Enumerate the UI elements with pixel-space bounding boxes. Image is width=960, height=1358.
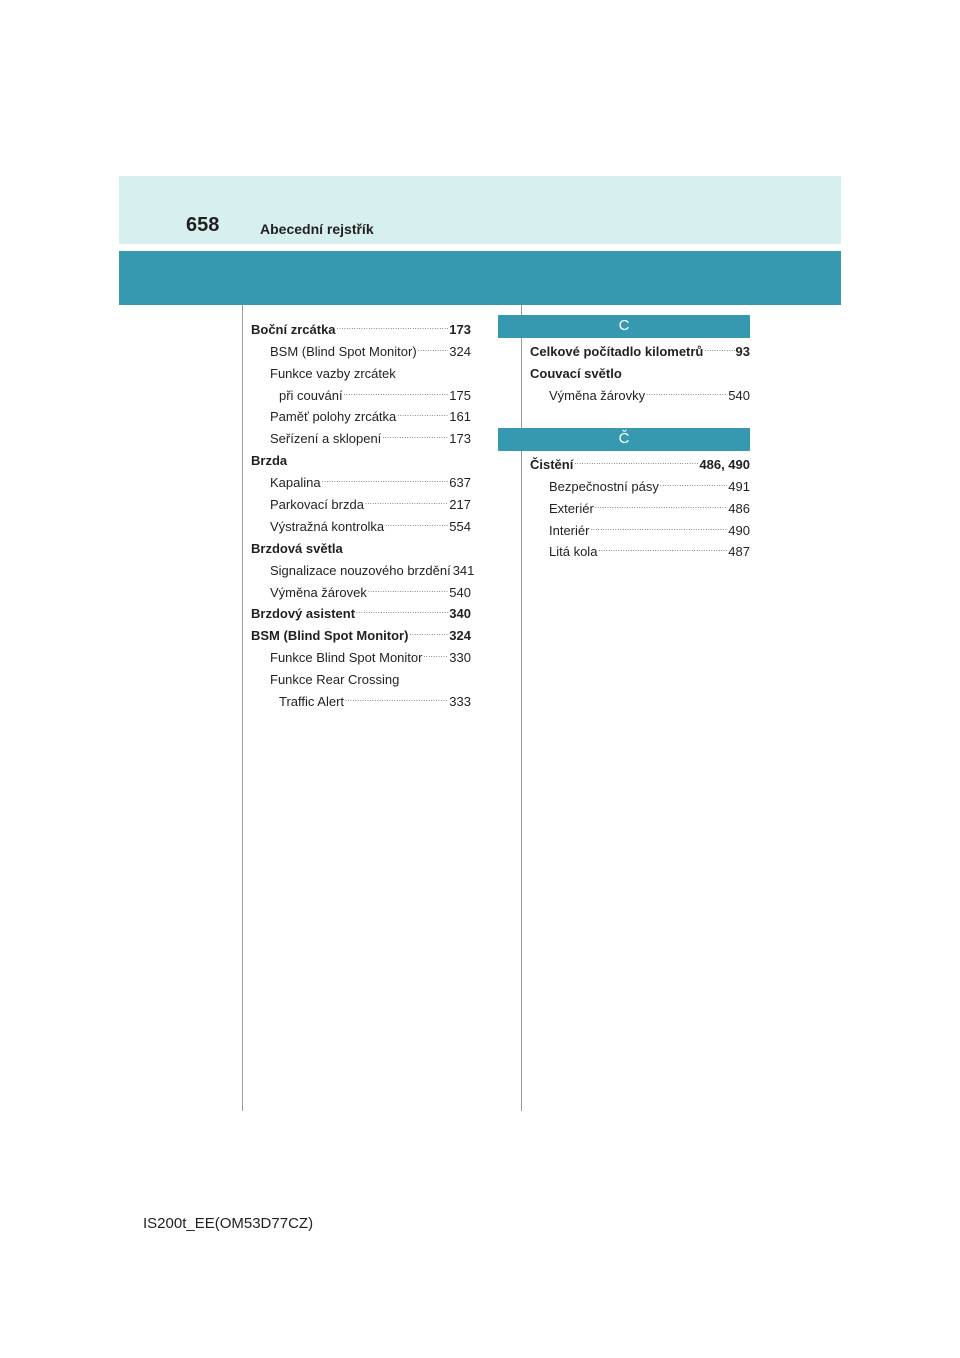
leader-dots (409, 626, 448, 642)
leader-dots (345, 692, 448, 708)
index-entry (251, 360, 471, 382)
leader-dots (344, 386, 449, 402)
index-entry-page: 486, 490 (699, 456, 750, 472)
index-entry (251, 447, 471, 469)
index-entry-label: Couvací světlo (530, 365, 622, 381)
index-entry-label: Parkovací brzda (270, 497, 364, 513)
leader-dots (385, 517, 448, 533)
index-entry-page: 491 (728, 478, 750, 494)
index-entry-label: Celkové počítadlo kilometrů (530, 343, 704, 359)
index-entry (251, 579, 471, 601)
leader-dots (595, 499, 728, 515)
index-entry (530, 473, 750, 495)
index-entry-page: 175 (449, 387, 471, 403)
index-entry-page: 324 (449, 343, 471, 359)
index-entry (530, 382, 750, 404)
index-entry-label: Seřízení a sklopení (270, 431, 382, 447)
index-entry-label: Bezpečnostní pásy (549, 478, 659, 494)
leader-dots (397, 407, 448, 423)
index-entry-label: Výměna žárovek (270, 584, 367, 600)
leader-dots (704, 342, 734, 358)
section-heading-c-caron: Č (498, 428, 750, 451)
document-code: IS200t_EE(OM53D77CZ) (143, 1215, 314, 1232)
index-entry (530, 338, 750, 360)
index-entry-page: 217 (449, 497, 471, 513)
index-entry (251, 469, 471, 491)
index-entry-label: Interiér (549, 522, 590, 538)
index-entry-label: Exteriér (549, 500, 594, 516)
index-entry-label: při couvání (279, 387, 343, 403)
index-entry-label: Kapalina (270, 475, 321, 491)
leader-dots (368, 583, 448, 599)
index-entry (251, 601, 471, 623)
index-entry-page: 93 (735, 343, 750, 359)
section-heading-c: C (498, 315, 750, 338)
index-entry-page: 173 (449, 431, 471, 447)
index-entry-page: 330 (449, 650, 471, 666)
index-entry (530, 539, 750, 561)
index-entry-label: Brzdový asistent (251, 606, 356, 622)
index-entry-label: BSM (Blind Spot Monitor) (251, 628, 409, 644)
index-entry (251, 644, 471, 666)
header-band (119, 176, 841, 244)
index-entry-label: Brzdová světla (251, 540, 343, 556)
index-entry-page: 324 (449, 628, 471, 644)
index-column-left (251, 316, 475, 710)
page-number: 658 (186, 214, 220, 236)
index-entry (251, 535, 471, 557)
index-entry-label: Traffic Alert (279, 694, 345, 710)
index-entry-page: 341 (452, 562, 475, 578)
index-entry-label: Boční zrcátka (251, 321, 336, 337)
leader-dots (590, 521, 727, 537)
index-entry (251, 338, 471, 360)
index-entry-page: 161 (449, 409, 471, 425)
index-entry-page: 490 (728, 522, 750, 538)
index-section-c-caron (530, 451, 750, 560)
index-entry-page: 486 (728, 500, 750, 516)
leader-dots (337, 320, 449, 336)
index-entry (251, 622, 471, 644)
index-entry (251, 513, 471, 535)
leader-dots (423, 648, 448, 664)
index-entry (251, 425, 471, 447)
index-entry (530, 517, 750, 539)
index-entry-page: 333 (449, 694, 471, 710)
index-entry-label: Litá kola (549, 544, 598, 560)
index-entry (251, 666, 471, 688)
index-entry-label: Výstražná kontrolka (270, 518, 385, 534)
column-divider-right (521, 305, 522, 1111)
header-title: Abecední rejstřík (260, 221, 374, 237)
index-entry-label: Funkce vazby zrcátek (270, 365, 396, 381)
index-entry-page: 554 (449, 518, 471, 534)
index-entry-label: Čistění (530, 456, 574, 472)
leader-dots (322, 473, 449, 489)
leader-dots (646, 386, 727, 402)
index-entry-page: 173 (449, 321, 471, 337)
index-entry (530, 495, 750, 517)
index-entry-page: 637 (449, 475, 471, 491)
leader-dots (574, 455, 698, 471)
index-entry-label: BSM (Blind Spot Monitor) (270, 343, 417, 359)
header-bar (119, 251, 841, 305)
index-entry-page: 340 (449, 606, 471, 622)
index-section-c (530, 338, 750, 404)
leader-dots (660, 477, 727, 493)
index-entry (251, 688, 471, 710)
index-entry-page: 540 (728, 387, 750, 403)
leader-dots (418, 342, 449, 358)
leader-dots (382, 429, 448, 445)
index-entry (251, 382, 471, 404)
index-entry-page: 487 (728, 544, 750, 560)
index-entry (251, 316, 471, 338)
index-entry (251, 404, 471, 426)
index-entry-label: Paměť polohy zrcátka (270, 409, 397, 425)
index-entry-label: Signalizace nouzového brzdění (270, 562, 451, 578)
column-divider-left (242, 305, 243, 1111)
leader-dots (365, 495, 448, 511)
index-entry-label: Výměna žárovky (549, 387, 646, 403)
leader-dots (356, 604, 448, 620)
index-entry-page: 540 (449, 584, 471, 600)
leader-dots (598, 542, 727, 558)
index-entry-label: Funkce Rear Crossing (270, 672, 400, 688)
index-entry (530, 360, 750, 382)
index-entry (251, 557, 475, 579)
index-entry (530, 451, 750, 473)
index-entry (251, 491, 471, 513)
index-entry-label: Brzda (251, 453, 288, 469)
index-entry-label: Funkce Blind Spot Monitor (270, 650, 423, 666)
